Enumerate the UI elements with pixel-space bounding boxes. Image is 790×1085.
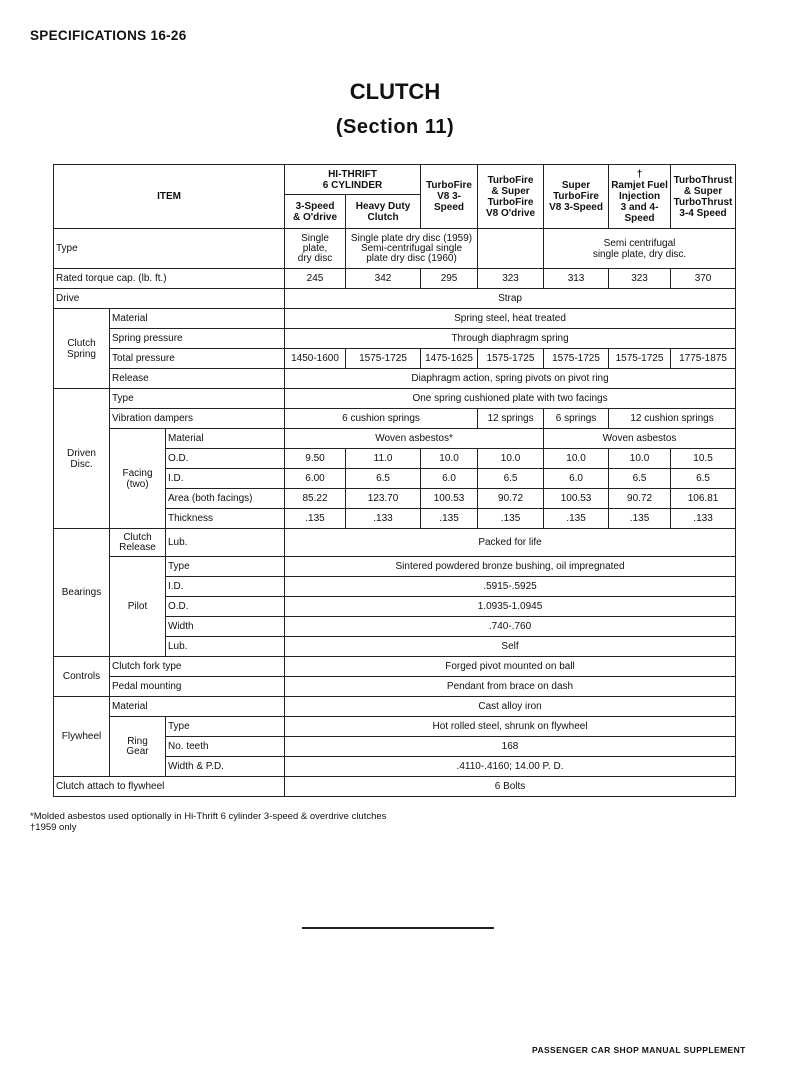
od-value: 10.0 xyxy=(421,449,478,469)
drive-value: Strap xyxy=(285,289,736,309)
thickness-value: .133 xyxy=(671,509,736,529)
thickness-value: .135 xyxy=(285,509,346,529)
footnotes xyxy=(30,811,386,833)
row-label-pilot-lub: Lub. xyxy=(166,637,285,657)
area-value: 106.81 xyxy=(671,489,736,509)
pedal-mounting-value: Pendant from brace on dash xyxy=(285,677,736,697)
total-pressure-value: 1450-1600 xyxy=(285,349,346,369)
row-label-rated-torque: Rated torque cap. (lb. ft.) xyxy=(54,269,285,289)
area-value: 123.70 xyxy=(346,489,421,509)
vibration-value: 12 springs xyxy=(478,409,544,429)
col-header-heavy-duty: Heavy Duty Clutch xyxy=(346,195,421,229)
row-label-id: I.D. xyxy=(166,469,285,489)
group-flywheel: Flywheel xyxy=(54,697,110,777)
section-subtitle: (Section 11) xyxy=(335,116,455,138)
row-label-release-lub: Lub. xyxy=(166,529,285,557)
row-label-ring-type: Type xyxy=(166,717,285,737)
col-header-3speed-odrive: 3-Speed & O'drive xyxy=(285,195,346,229)
area-value: 100.53 xyxy=(421,489,478,509)
pilot-lub-value: Self xyxy=(285,637,736,657)
row-label-facing-material: Material xyxy=(166,429,285,449)
disc-type-value: One spring cushioned plate with two facings xyxy=(285,389,736,409)
clutch-spec-table xyxy=(53,164,736,797)
flywheel-material-value: Cast alloy iron xyxy=(285,697,736,717)
id-value: 6.00 xyxy=(285,469,346,489)
row-label-od: O.D. xyxy=(166,449,285,469)
release-value: Diaphragm action, spring pivots on pivot ring xyxy=(285,369,736,389)
od-value: 9.50 xyxy=(285,449,346,469)
row-label-pilot-id: I.D. xyxy=(166,577,285,597)
od-value: 10.0 xyxy=(478,449,544,469)
row-label-spring-material: Material xyxy=(110,309,285,329)
col-header-turbofire-odrive: TurboFire & Super TurboFire V8 O'drive xyxy=(478,165,544,229)
row-label-disc-type: Type xyxy=(110,389,285,409)
id-value: 6.5 xyxy=(346,469,421,489)
group-driven-disc: Driven Disc. xyxy=(54,389,110,529)
group-controls: Controls xyxy=(54,657,110,697)
torque-value: 313 xyxy=(544,269,609,289)
row-label-pedal-mounting: Pedal mounting xyxy=(110,677,285,697)
col-header-turbothrust: TurboThrust & Super TurboThrust 3-4 Speed xyxy=(671,165,736,229)
col-header-ramjet: † Ramjet Fuel Injection 3 and 4-Speed xyxy=(609,165,671,229)
thickness-value: .133 xyxy=(346,509,421,529)
page-footer: PASSENGER CAR SHOP MANUAL SUPPLEMENT xyxy=(532,1045,746,1055)
thickness-value: .135 xyxy=(544,509,609,529)
item-column-header: ITEM xyxy=(54,165,285,229)
horizontal-rule xyxy=(302,927,494,929)
id-value: 6.5 xyxy=(609,469,671,489)
vibration-value: 12 cushion springs xyxy=(609,409,736,429)
pilot-width-value: .740-.760 xyxy=(285,617,736,637)
clutch-fork-value: Forged pivot mounted on ball xyxy=(285,657,736,677)
area-value: 90.72 xyxy=(609,489,671,509)
row-label-clutch-fork: Clutch fork type xyxy=(110,657,285,677)
group-pilot: Pilot xyxy=(110,557,166,657)
type-empty-cell xyxy=(478,229,544,269)
row-label-vibration-dampers: Vibration dampers xyxy=(110,409,285,429)
facing-material-value: Woven asbestos xyxy=(544,429,736,449)
vibration-value: 6 springs xyxy=(544,409,609,429)
col-header-super-turbofire: Super TurboFire V8 3-Speed xyxy=(544,165,609,229)
torque-value: 342 xyxy=(346,269,421,289)
row-label-type: Type xyxy=(54,229,285,269)
od-value: 11.0 xyxy=(346,449,421,469)
pilot-id-value: .5915-.5925 xyxy=(285,577,736,597)
group-bearings: Bearings xyxy=(54,529,110,657)
total-pressure-value: 1775-1875 xyxy=(671,349,736,369)
type-semi-centrifugal: Semi centrifugal single plate, dry disc. xyxy=(544,229,736,269)
total-pressure-value: 1575-1725 xyxy=(609,349,671,369)
id-value: 6.5 xyxy=(478,469,544,489)
torque-value: 323 xyxy=(609,269,671,289)
row-label-clutch-attach: Clutch attach to flywheel xyxy=(54,777,285,797)
pilot-od-value: 1.0935-1.0945 xyxy=(285,597,736,617)
ring-teeth-value: 168 xyxy=(285,737,736,757)
row-label-thickness: Thickness xyxy=(166,509,285,529)
row-label-release: Release xyxy=(110,369,285,389)
row-label-spring-pressure: Spring pressure xyxy=(110,329,285,349)
row-label-total-pressure: Total pressure xyxy=(110,349,285,369)
group-facing: Facing (two) xyxy=(110,429,166,529)
torque-value: 323 xyxy=(478,269,544,289)
row-label-pilot-od: O.D. xyxy=(166,597,285,617)
page-title: CLUTCH xyxy=(349,79,441,104)
footnote-asterisk: *Molded asbestos used optionally in Hi-Thrift 6 cylinder 3-speed & overdrive clutches xyxy=(30,811,387,822)
od-value: 10.0 xyxy=(544,449,609,469)
group-ring-gear: Ring Gear xyxy=(110,717,166,777)
group-clutch-release: Clutch Release xyxy=(110,529,166,557)
area-value: 100.53 xyxy=(544,489,609,509)
od-value: 10.5 xyxy=(671,449,736,469)
pilot-type-value: Sintered powdered bronze bushing, oil impregnated xyxy=(285,557,736,577)
row-label-pilot-width: Width xyxy=(166,617,285,637)
area-value: 90.72 xyxy=(478,489,544,509)
total-pressure-value: 1575-1725 xyxy=(346,349,421,369)
od-value: 10.0 xyxy=(609,449,671,469)
torque-value: 370 xyxy=(671,269,736,289)
spring-material-value: Spring steel, heat treated xyxy=(285,309,736,329)
type-hi-thrift: Single plate, dry disc xyxy=(285,229,346,269)
page-header: SPECIFICATIONS 16-26 xyxy=(30,28,187,43)
area-value: 85.22 xyxy=(285,489,346,509)
id-value: 6.0 xyxy=(421,469,478,489)
id-value: 6.5 xyxy=(671,469,736,489)
type-heavy-duty-turbofire: Single plate dry disc (1959) Semi-centrifugal single plate dry disc (1960) xyxy=(346,229,478,269)
row-label-flywheel-material: Material xyxy=(110,697,285,717)
total-pressure-value: 1575-1725 xyxy=(544,349,609,369)
torque-value: 245 xyxy=(285,269,346,289)
facing-material-value: Woven asbestos* xyxy=(285,429,544,449)
row-label-pilot-type: Type xyxy=(166,557,285,577)
row-label-area: Area (both facings) xyxy=(166,489,285,509)
row-label-ring-width: Width & P.D. xyxy=(166,757,285,777)
row-label-drive: Drive xyxy=(54,289,285,309)
release-lub-value: Packed for life xyxy=(285,529,736,557)
thickness-value: .135 xyxy=(609,509,671,529)
ring-width-value: .4110-.4160; 14.00 P. D. xyxy=(285,757,736,777)
clutch-attach-value: 6 Bolts xyxy=(285,777,736,797)
group-clutch-spring: Clutch Spring xyxy=(54,309,110,389)
total-pressure-value: 1475-1625 xyxy=(421,349,478,369)
torque-value: 295 xyxy=(421,269,478,289)
ring-type-value: Hot rolled steel, shrunk on flywheel xyxy=(285,717,736,737)
thickness-value: .135 xyxy=(421,509,478,529)
footnote-dagger: †1959 only xyxy=(30,822,77,833)
vibration-value: 6 cushion springs xyxy=(285,409,478,429)
row-label-ring-teeth: No. teeth xyxy=(166,737,285,757)
total-pressure-value: 1575-1725 xyxy=(478,349,544,369)
col-header-turbofire-3speed: TurboFire V8 3-Speed xyxy=(421,165,478,229)
thickness-value: .135 xyxy=(478,509,544,529)
id-value: 6.0 xyxy=(544,469,609,489)
spring-pressure-value: Through diaphragm spring xyxy=(285,329,736,349)
hi-thrift-header: HI-THRIFT 6 CYLINDER xyxy=(285,165,421,195)
